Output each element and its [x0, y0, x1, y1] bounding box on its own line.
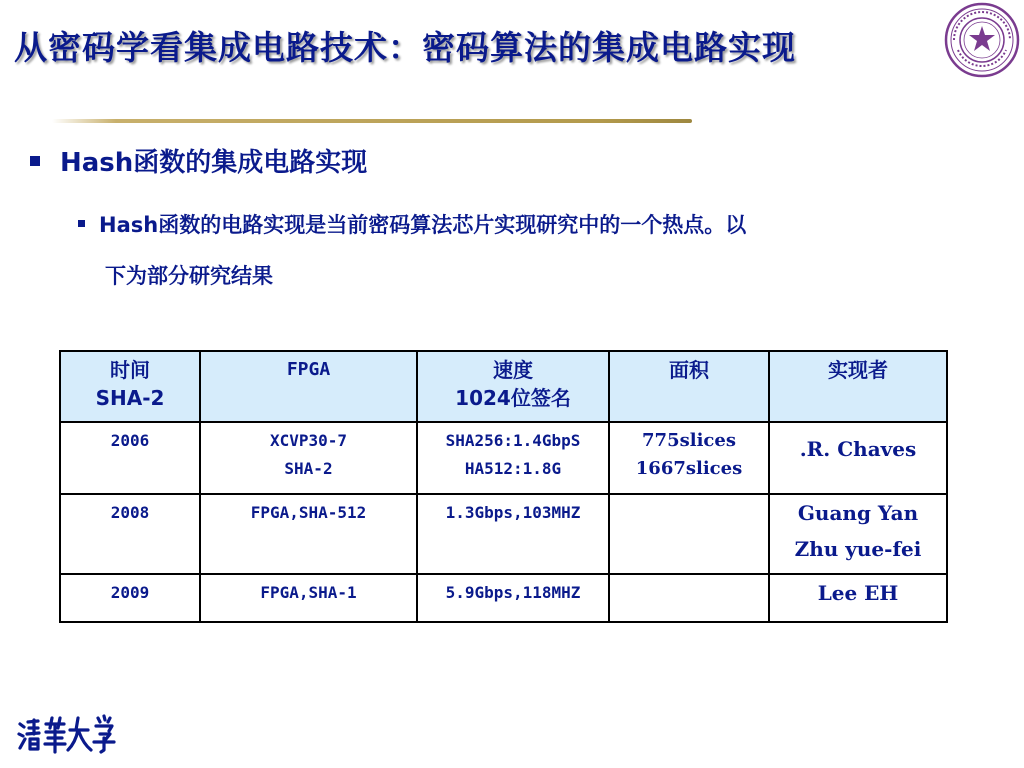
cell-fpga: FPGA,SHA-1	[200, 574, 417, 622]
header-cell-area: 面积	[609, 351, 769, 422]
bullet-level2	[78, 200, 998, 302]
cell-author: Guang Yan Zhu yue-fei	[769, 494, 947, 574]
slide-title: 从密码学看集成电路技术：密码算法的集成电路实现	[14, 28, 796, 67]
header-cell-speed: 速度 1024位签名	[417, 351, 609, 422]
cell-year: 2009	[60, 574, 200, 622]
cell-year: 2006	[60, 422, 200, 494]
title-divider	[52, 119, 692, 123]
table-row	[60, 422, 947, 494]
cell-area: 775slices 1667slices	[609, 422, 769, 494]
cell-fpga: XCVP30-7 SHA-2	[200, 422, 417, 494]
bullet-level2-line1: Hash函数的电路实现是当前密码算法芯片实现研究中的一个热点。以	[99, 213, 747, 237]
bullet-level2-line2: 下为部分研究结果	[105, 264, 273, 288]
cell-area	[609, 494, 769, 574]
calligraphy-logo-icon	[16, 712, 116, 756]
cell-speed: 1.3Gbps,103MHZ	[417, 494, 609, 574]
results-table	[59, 350, 948, 623]
square-bullet-icon	[78, 220, 85, 227]
university-seal-icon	[944, 2, 1020, 78]
cell-fpga: FPGA,SHA-512	[200, 494, 417, 574]
table-row	[60, 494, 947, 574]
cell-author: .R. Chaves	[769, 422, 947, 494]
bullet-level1	[30, 142, 367, 179]
cell-speed: SHA256:1.4GbpS HA512:1.8G	[417, 422, 609, 494]
table-header-row	[60, 351, 947, 422]
header-cell-time: 时间 SHA-2	[60, 351, 200, 422]
table-row	[60, 574, 947, 622]
cell-year: 2008	[60, 494, 200, 574]
cell-area	[609, 574, 769, 622]
cell-speed: 5.9Gbps,118MHZ	[417, 574, 609, 622]
cell-author: Lee EH	[769, 574, 947, 622]
header-cell-author: 实现者	[769, 351, 947, 422]
header-cell-fpga: FPGA	[200, 351, 417, 422]
square-bullet-icon	[30, 156, 40, 166]
bullet-level1-text: Hash函数的集成电路实现	[60, 148, 368, 178]
